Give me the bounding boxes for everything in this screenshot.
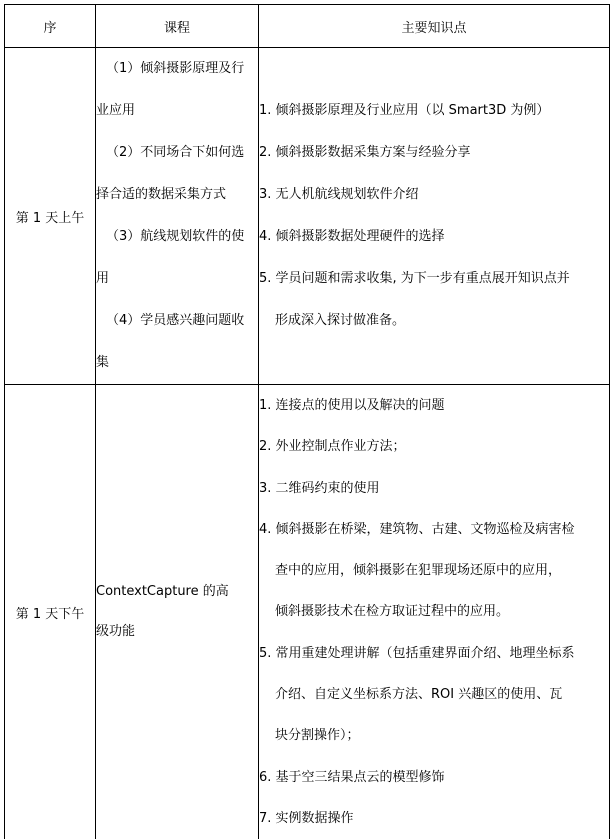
- table-row: [5, 48, 610, 385]
- table-row: [5, 385, 610, 839]
- course-line: 择合适的数据采集方式: [96, 174, 258, 216]
- course-cell: [96, 385, 259, 839]
- list-item-continuation: 形成深入探讨做准备。: [259, 300, 609, 342]
- key-points-cell: [259, 48, 610, 385]
- list-item-continuation: 倾斜摄影技术在检方取证过程中的应用。: [259, 591, 609, 632]
- course-cell: [96, 48, 259, 385]
- list-item: 3. 无人机航线规划软件介绍: [259, 174, 609, 216]
- course-line: ContextCapture 的高: [96, 572, 258, 612]
- list-item: 2. 外业控制点作业方法；: [259, 426, 609, 467]
- header-course: 课程: [96, 5, 259, 48]
- list-item: 1. 连接点的使用以及解决的问题: [259, 385, 609, 426]
- course-line: 用: [96, 258, 258, 300]
- header-key-points: 主要知识点: [259, 5, 610, 48]
- list-item: 7. 实例数据操作: [259, 798, 609, 839]
- course-line: 业应用: [96, 90, 258, 132]
- list-item: 4. 倾斜摄影在桥梁，建筑物、古建、文物巡检及病害检: [259, 509, 609, 550]
- list-item-continuation: 介绍、自定义坐标系方法、ROI 兴趣区的使用、瓦: [259, 674, 609, 715]
- course-line: （1）倾斜摄影原理及行: [96, 48, 258, 90]
- course-line: （3）航线规划软件的使: [96, 216, 258, 258]
- syllabus-table: [4, 4, 610, 839]
- list-item: 2. 倾斜摄影数据采集方案与经验分享: [259, 132, 609, 174]
- list-item: 3. 二维码约束的使用: [259, 468, 609, 509]
- list-item-continuation: 查中的应用，倾斜摄影在犯罪现场还原中的应用，: [259, 550, 609, 591]
- list-item: 6. 基于空三结果点云的模型修饰: [259, 757, 609, 798]
- course-line: 集: [96, 342, 258, 384]
- key-points-cell: [259, 385, 610, 839]
- header-row: [5, 5, 610, 48]
- day-cell: 第 1 天下午: [5, 385, 96, 839]
- list-item: 5. 常用重建处理讲解（包括重建界面介绍、地理坐标系: [259, 633, 609, 674]
- header-seq: 序: [5, 5, 96, 48]
- list-item: 1. 倾斜摄影原理及行业应用（以 Smart3D 为例）: [259, 90, 609, 132]
- list-item: 4. 倾斜摄影数据处理硬件的选择: [259, 216, 609, 258]
- day-cell: 第 1 天上午: [5, 48, 96, 385]
- course-line: 级功能: [96, 612, 258, 652]
- course-line: （4）学员感兴趣问题收: [96, 300, 258, 342]
- list-item: 5. 学员问题和需求收集, 为下一步有重点展开知识点并: [259, 258, 609, 300]
- list-item-continuation: 块分割操作）；: [259, 715, 609, 756]
- course-line: （2）不同场合下如何选: [96, 132, 258, 174]
